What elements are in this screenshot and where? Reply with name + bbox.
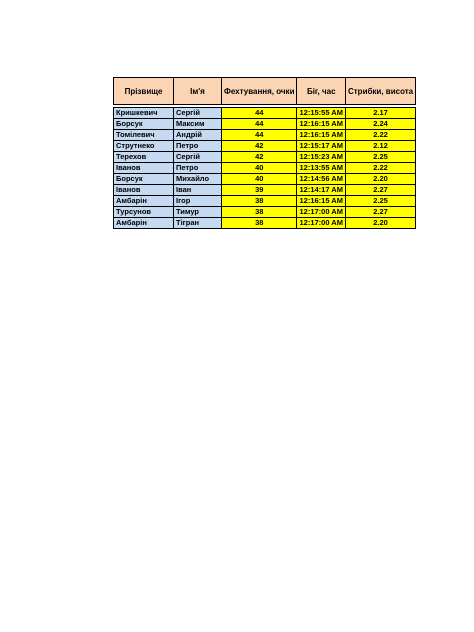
cell-run: 12:16:15 AM bbox=[297, 130, 346, 141]
cell-fencing: 39 bbox=[222, 185, 297, 196]
cell-run: 12:14:17 AM bbox=[297, 185, 346, 196]
cell-surname: Амбарін bbox=[114, 218, 174, 229]
cell-fencing: 42 bbox=[222, 152, 297, 163]
cell-jump: 2.22 bbox=[345, 130, 415, 141]
cell-fencing: 44 bbox=[222, 108, 297, 119]
cell-name: Андрій bbox=[174, 130, 222, 141]
cell-fencing: 38 bbox=[222, 196, 297, 207]
cell-fencing: 40 bbox=[222, 163, 297, 174]
cell-run: 12:17:00 AM bbox=[297, 207, 346, 218]
header-row bbox=[114, 78, 416, 105]
cell-run: 12:15:23 AM bbox=[297, 152, 346, 163]
table-row bbox=[114, 196, 416, 207]
cell-run: 12:15:55 AM bbox=[297, 108, 346, 119]
cell-jump: 2.24 bbox=[345, 119, 415, 130]
cell-name: Сергій bbox=[174, 152, 222, 163]
table-row bbox=[114, 119, 416, 130]
cell-surname: Турсунов bbox=[114, 207, 174, 218]
cell-name: Тимур bbox=[174, 207, 222, 218]
cell-fencing: 42 bbox=[222, 141, 297, 152]
cell-name: Михайло bbox=[174, 174, 222, 185]
table-row bbox=[114, 174, 416, 185]
cell-jump: 2.25 bbox=[345, 152, 415, 163]
header-name: Ім'я bbox=[174, 78, 222, 105]
cell-run: 12:15:17 AM bbox=[297, 141, 346, 152]
cell-run: 12:16:15 AM bbox=[297, 119, 346, 130]
cell-run: 12:14:56 AM bbox=[297, 174, 346, 185]
cell-surname: Іванов bbox=[114, 163, 174, 174]
cell-jump: 2.17 bbox=[345, 108, 415, 119]
header-fencing: Фехтування, очки bbox=[222, 78, 297, 105]
cell-surname: Борсук bbox=[114, 174, 174, 185]
cell-name: Ігор bbox=[174, 196, 222, 207]
cell-name: Максим bbox=[174, 119, 222, 130]
cell-run: 12:13:55 AM bbox=[297, 163, 346, 174]
cell-fencing: 44 bbox=[222, 130, 297, 141]
cell-surname: Борсук bbox=[114, 119, 174, 130]
table-row bbox=[114, 185, 416, 196]
cell-name: Петро bbox=[174, 163, 222, 174]
cell-name: Іван bbox=[174, 185, 222, 196]
header-jump: Стрибки, висота bbox=[345, 78, 415, 105]
cell-surname: Іванов bbox=[114, 185, 174, 196]
table-row bbox=[114, 207, 416, 218]
table-row bbox=[114, 130, 416, 141]
cell-run: 12:17:00 AM bbox=[297, 218, 346, 229]
cell-surname: Амбарін bbox=[114, 196, 174, 207]
cell-jump: 2.25 bbox=[345, 196, 415, 207]
table-row bbox=[114, 108, 416, 119]
cell-surname: Кришкевич bbox=[114, 108, 174, 119]
cell-surname: Томілевич bbox=[114, 130, 174, 141]
cell-name: Петро bbox=[174, 141, 222, 152]
cell-fencing: 38 bbox=[222, 207, 297, 218]
cell-surname: Струтнеко bbox=[114, 141, 174, 152]
cell-fencing: 40 bbox=[222, 174, 297, 185]
table-row bbox=[114, 152, 416, 163]
results-table bbox=[113, 77, 416, 229]
header-surname: Прізвище bbox=[114, 78, 174, 105]
cell-name: Сергій bbox=[174, 108, 222, 119]
table-row bbox=[114, 218, 416, 229]
cell-jump: 2.27 bbox=[345, 207, 415, 218]
cell-jump: 2.22 bbox=[345, 163, 415, 174]
cell-jump: 2.27 bbox=[345, 185, 415, 196]
cell-jump: 2.20 bbox=[345, 218, 415, 229]
table-row bbox=[114, 163, 416, 174]
cell-surname: Терехов bbox=[114, 152, 174, 163]
table-row bbox=[114, 141, 416, 152]
cell-run: 12:16:15 AM bbox=[297, 196, 346, 207]
cell-fencing: 38 bbox=[222, 218, 297, 229]
header-run: Біг, час bbox=[297, 78, 346, 105]
cell-fencing: 44 bbox=[222, 119, 297, 130]
cell-name: Тігран bbox=[174, 218, 222, 229]
table-body bbox=[114, 105, 416, 229]
cell-jump: 2.12 bbox=[345, 141, 415, 152]
cell-jump: 2.20 bbox=[345, 174, 415, 185]
